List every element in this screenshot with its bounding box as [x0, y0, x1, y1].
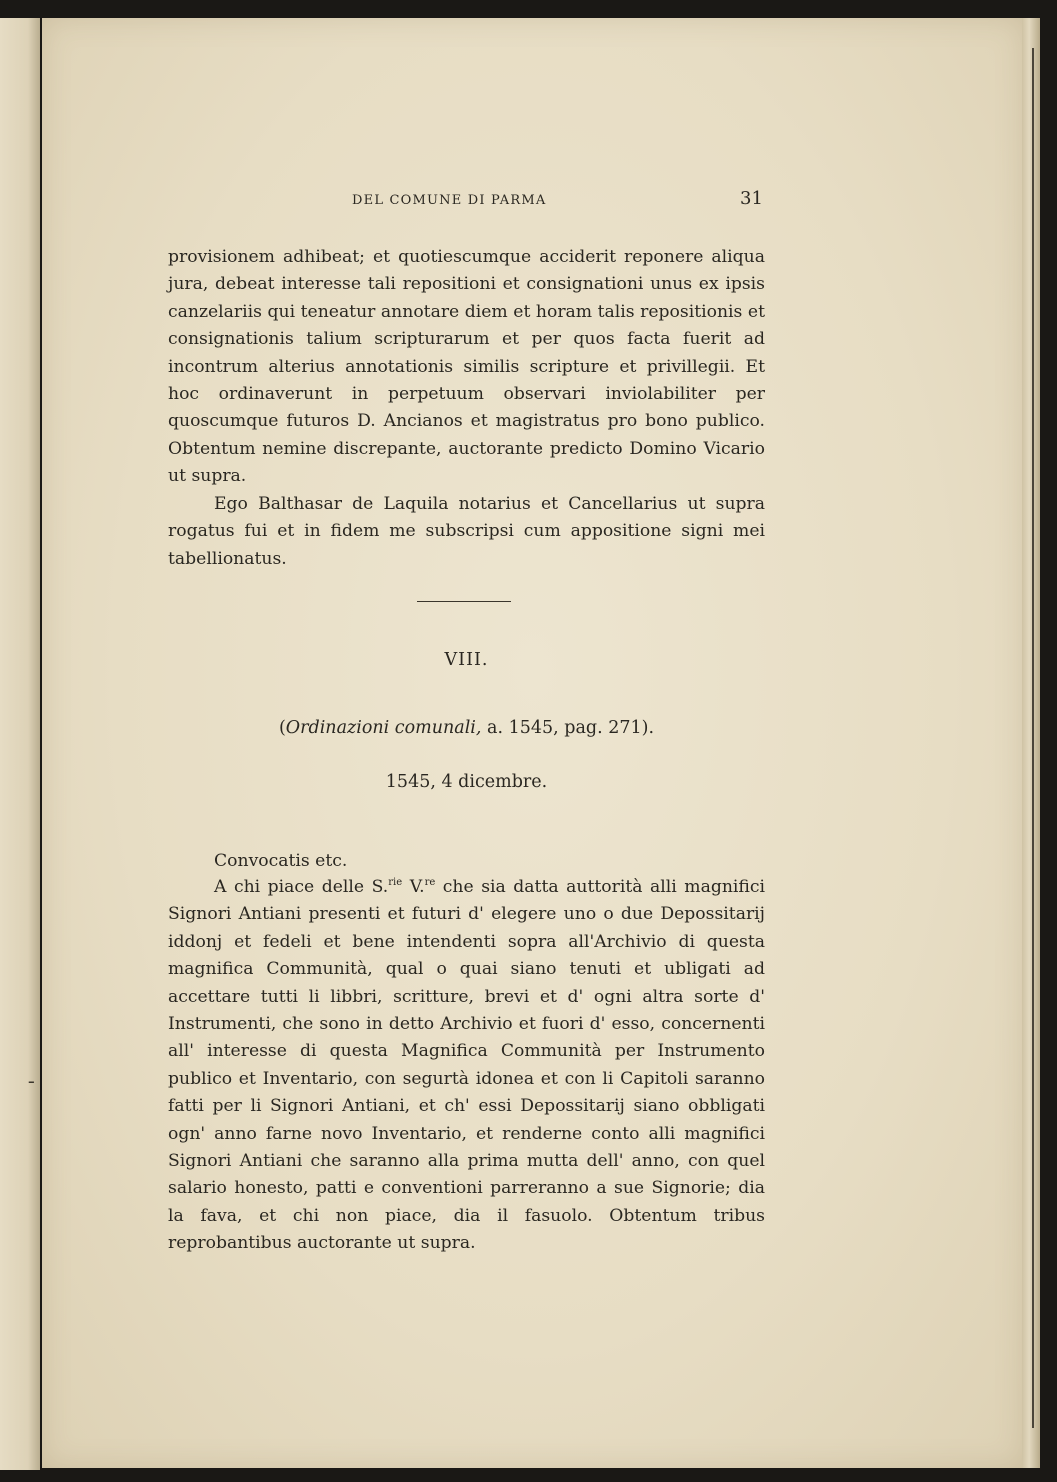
source-citation: [168, 718, 765, 738]
source-details: a. 1545, pag. 271).: [481, 718, 655, 738]
section-number: VIII.: [444, 650, 489, 670]
dateline: 1545, 4 dicembre.: [385, 772, 548, 792]
previous-page-edge: [0, 18, 40, 1470]
superscript-re: re: [424, 877, 436, 888]
page-fore-edge: [1022, 18, 1040, 1468]
page-number: 31: [740, 188, 763, 209]
running-head: DEL COMUNE DI PARMA: [352, 193, 547, 208]
opening-formula: Convocatis etc.: [214, 851, 348, 871]
source-open-paren: (: [278, 718, 286, 738]
paragraph-1: provisionem adhibeat; et quotiescumque acciderit reponere aliqua jura, debeat interesse tali repositioni et consignationi unus ex ipsis canzelariis qui teneatur annotare diem et horam talis repositionis et consignationis talium scripturarum et per quos facta fuerit ad incontrum alterius annotationis similis scripture et privillegii. Et hoc ordinaverunt in perpetuum observari inviolabiliter per quoscumque futuros D. Ancianos et magistratus pro bono publico. Obtentum nemine discrepante, auctorante predicto Domino Vicario ut supra.: [168, 247, 765, 487]
deliberation-text: [168, 874, 765, 1258]
deliberation-part-c: che sia datta auttorità alli magnifici Signori Antiani presenti et futuri d' elegere uno o due Depossitarij iddonj et fedeli et bene intendenti sopra all'Archivio di questa magnifica Communità, qual o quai siano tenuti et ubligati ad accettare tutti li libbri, scritture, brevi et d' ogni altra sorte d' Instrumenti, che sono in detto Archivio et fuori d' esso, concernenti all' interesse di questa Magnifica Communità per Instrumento publico et Inventario, con segurtà idonea et con li Capitoli saranno fatti per li Signori Antiani, et ch' essi Depossitarij siano obbligati ogn' anno farne novo Inventario, et renderne conto alli magnifici Signori Antiani che saranno alla prima mutta dell' anno, con quel salario honesto, patti e conventioni parreranno a sue Signorie; dia la fava, et chi non piace, dia il fasuolo. Obtentum tribus reprobantibus auctorante ut supra.: [168, 877, 765, 1254]
superscript-rie: rie: [388, 877, 403, 888]
source-title: Ordinazioni comunali,: [285, 718, 482, 738]
edge-shadow-line: [1032, 48, 1034, 1428]
paragraph-2: Ego Balthasar de Laquila notarius et Cancellarius ut supra rogatus fui et in fidem me subscripsi cum appositione signi mei tabellionatus.: [168, 494, 765, 569]
section-divider-rule: [417, 601, 511, 602]
deliberation-part-b: V.: [402, 877, 425, 897]
deliberation-part-a: A chi piace delle S.: [214, 877, 389, 897]
margin-pencil-mark: -: [28, 1070, 35, 1092]
